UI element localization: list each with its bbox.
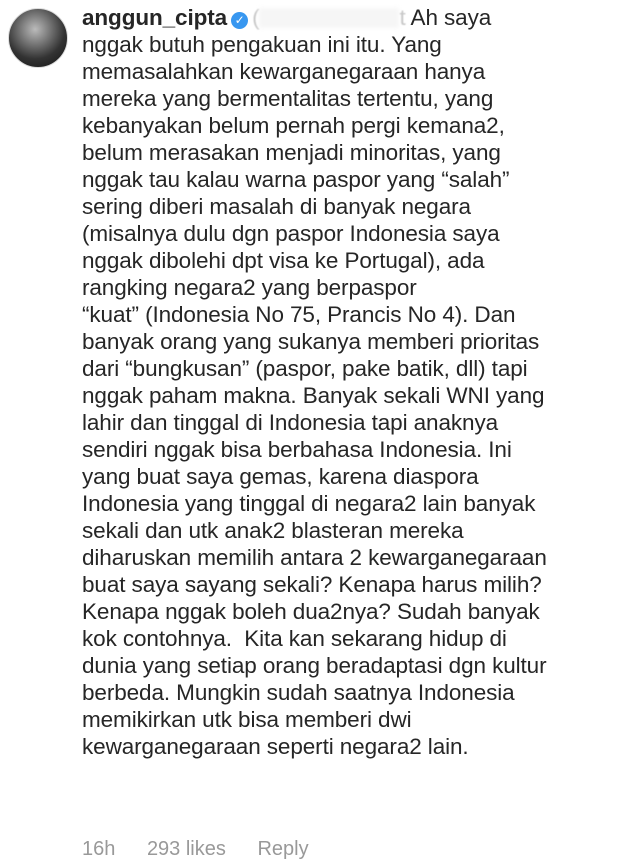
comment-line: rangking negara2 yang berpaspor	[82, 275, 417, 300]
mention-open: (	[252, 5, 260, 30]
avatar[interactable]	[8, 8, 68, 68]
comment-line: nggak butuh pengakuan ini itu. Yang	[82, 32, 442, 57]
comment-line: sering diberi masalah di banyak negara	[82, 194, 471, 219]
comment-line: nggak dibolehi dpt visa ke Portugal), ada	[82, 248, 485, 273]
mention-close: t	[399, 5, 406, 30]
comment-line: dunia yang setiap orang beradaptasi dgn kultur	[82, 653, 547, 678]
comment-line: belum merasakan menjadi minoritas, yang	[82, 140, 501, 165]
comment-line: berbeda. Mungkin sudah saatnya Indonesia	[82, 680, 515, 705]
comment-time: 16h	[82, 838, 116, 860]
comment-line: Indonesia yang tinggal di negara2 lain banyak	[82, 491, 536, 516]
comment-line: kewarganegaraan seperti negara2 lain.	[82, 734, 469, 759]
comment-meta	[82, 838, 335, 861]
comment-line: yang buat saya gemas, karena diaspora	[82, 464, 479, 489]
comment-line: nggak tau kalau warna paspor yang “salah”	[82, 167, 510, 192]
comment-line: dari “bungkusan” (paspor, pake batik, dll) tapi	[82, 356, 528, 381]
comment-line: memikirkan utk bisa memberi dwi	[82, 707, 412, 732]
comment-line: kebanyakan belum pernah pergi kemana2,	[82, 113, 505, 138]
reply-button[interactable]: Reply	[257, 838, 309, 860]
comment-line: “kuat” (Indonesia No 75, Prancis No 4). Dan	[82, 302, 516, 327]
comment-body	[82, 4, 640, 760]
blurred-mention	[259, 8, 399, 28]
comment-line: memasalahkan kewarganegaraan hanya	[82, 59, 486, 84]
comment-line: Kenapa nggak boleh dua2nya? Sudah banyak	[82, 599, 540, 624]
comment-line: (misalnya dulu dgn paspor Indonesia saya	[82, 221, 500, 246]
comment-line: nggak paham makna. Banyak sekali WNI yang	[82, 383, 545, 408]
comment-line: sendiri nggak bisa berbahasa Indonesia. Ini	[82, 437, 512, 462]
comment-first-line	[82, 4, 640, 31]
username-link[interactable]: anggun_cipta	[82, 5, 228, 30]
comment-line: kok contohnya. Kita kan sekarang hidup di	[82, 626, 507, 651]
comment-line: buat saya sayang sekali? Kenapa harus milih?	[82, 572, 542, 597]
verified-badge-icon: ✓	[231, 12, 248, 29]
comment-line: banyak orang yang sukanya memberi prioritas	[82, 329, 540, 354]
comment-text: Ah saya	[405, 5, 492, 30]
comment-line: mereka yang bermentalitas tertentu, yang	[82, 86, 494, 111]
comment-line: diharuskan memilih antara 2 kewarganegaraan	[82, 545, 547, 570]
comment-line: lahir dan tinggal di Indonesia tapi anaknya	[82, 410, 499, 435]
comment-line: sekali dan utk anak2 blasteran mereka	[82, 518, 464, 543]
likes-count[interactable]: 293 likes	[146, 838, 226, 860]
